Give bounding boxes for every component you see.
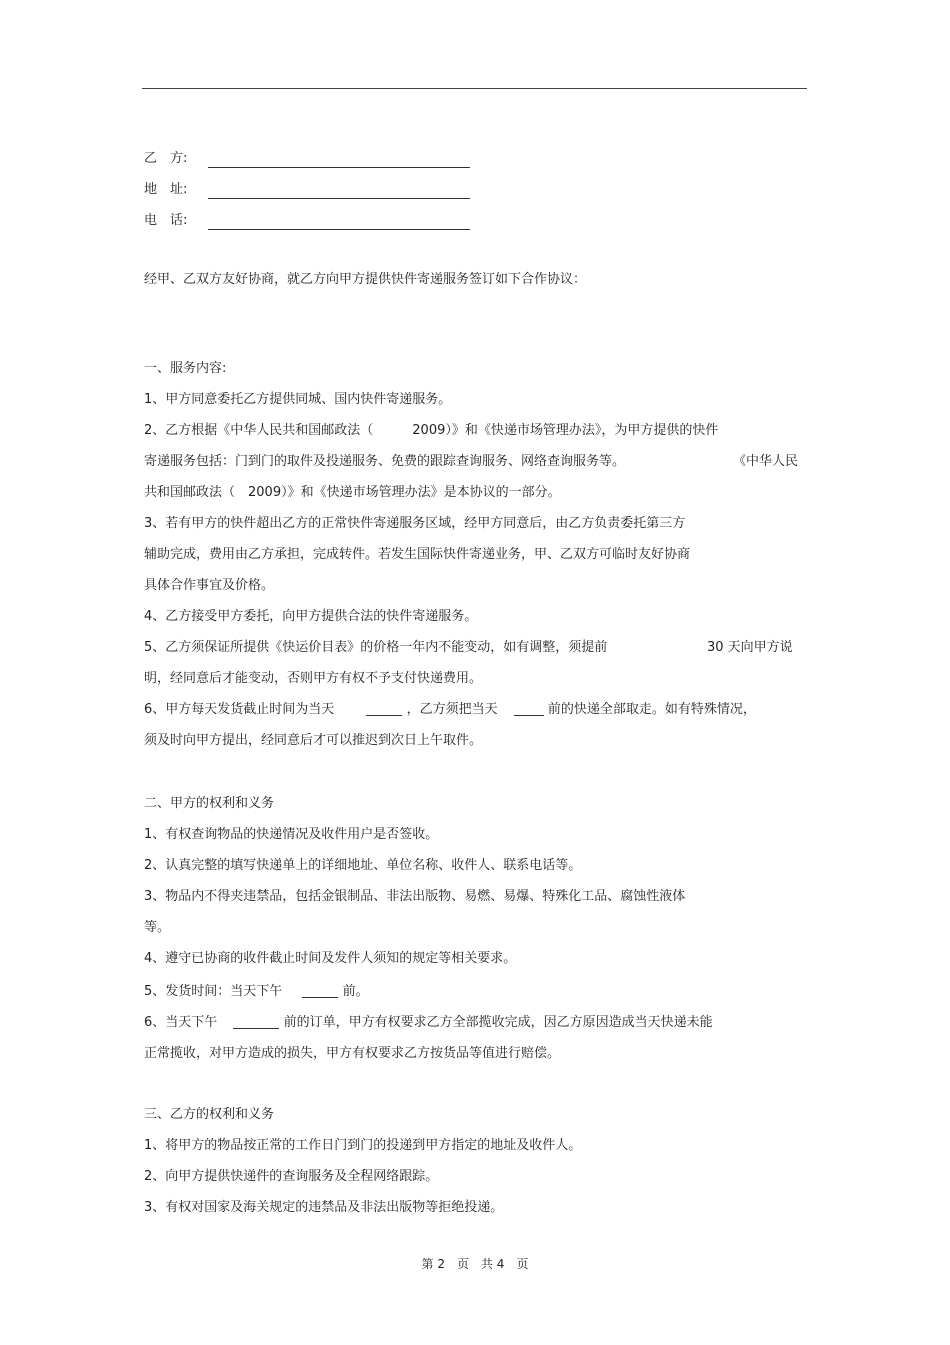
party-b-row <box>144 150 206 168</box>
address-label: 地 址: <box>144 182 188 197</box>
section1-line: 1、甲方同意委托乙方提供同城、国内快件寄递服务。 <box>144 392 452 407</box>
address-blank[interactable] <box>208 198 470 199</box>
section2-line: 2、认真完整的填写快递单上的详细地址、单位名称、收件人、联系电话等。 <box>144 858 582 873</box>
section2-line <box>144 983 369 1001</box>
section2-text: 前的订单，甲方有权要求乙方全部揽收完成，因乙方原因造成当天快递未能 <box>283 1015 713 1030</box>
section1-line: 共和国邮政法（ 2009）》和《快递市场管理办法》是本协议的一部分。 <box>144 485 561 500</box>
section2-text: 5、发货时间：当天下午 <box>144 984 283 999</box>
header-rule <box>142 88 807 89</box>
section2-line: 1、有权查询物品的快递情况及收件用户是否签收。 <box>144 827 439 842</box>
section3-heading: 三、乙方的权利和义务 <box>144 1107 275 1122</box>
phone-label: 电 话: <box>144 213 188 228</box>
section1-text: 前的快递全部取走。如有特殊情况， <box>547 702 756 717</box>
section1-line: 辅助完成，费用由乙方承担，完成转件。若发生国际快件寄递业务，甲、乙双方可临时友好协商 <box>144 547 691 562</box>
section1-text: 6、甲方每天发货截止时间为当天 <box>144 702 335 717</box>
section1-text: 寄递服务包括：门到门的取件及投递服务、免费的跟踪查询服务、网络查询服务等。 <box>144 454 626 469</box>
section1-text: 5、乙方须保证所提供《快运价目表》的价格一年内不能变动，如有调整，须提前 <box>144 640 608 655</box>
party-b-blank[interactable] <box>208 167 470 168</box>
section2-line: 3、物品内不得夹违禁品，包括金银制品、非法出版物、易燃、易爆、特殊化工品、腐蚀性液体 <box>144 889 686 904</box>
section1-line: 4、乙方接受甲方委托，向甲方提供合法的快件寄递服务。 <box>144 609 478 624</box>
section1-line: 具体合作事宜及价格。 <box>144 578 275 593</box>
section1-line: 3、若有甲方的快件超出乙方的正常快件寄递服务区域，经甲方同意后，由乙方负责委托第三方 <box>144 516 686 531</box>
section1-line <box>144 453 799 471</box>
cutoff-time-blank[interactable] <box>366 701 402 716</box>
order-time-blank[interactable] <box>233 1014 279 1029</box>
section1-line: 明，经同意后才能变动，否则甲方有权不予支付快递费用。 <box>144 671 483 686</box>
section2-line: 等。 <box>144 920 171 935</box>
section2-text: 6、当天下午 <box>144 1015 218 1030</box>
section1-text: ，乙方须把当天 <box>406 702 498 717</box>
section1-text: 《中华人民 <box>733 454 799 469</box>
section2-line: 正常揽收，对甲方造成的损失，甲方有权要求乙方按货品等值进行赔偿。 <box>144 1046 561 1061</box>
section2-text: 前。 <box>342 984 369 999</box>
address-row <box>144 181 206 199</box>
section2-heading: 二、甲方的权利和义务 <box>144 796 275 811</box>
section3-line: 1、将甲方的物品按正常的工作日门到门的投递到甲方指定的地址及收件人。 <box>144 1138 582 1153</box>
section1-line <box>144 639 793 657</box>
section2-line <box>144 1014 713 1032</box>
section1-line <box>144 701 756 719</box>
section3-line: 3、有权对国家及海关规定的违禁品及非法出版物等拒绝投递。 <box>144 1200 504 1215</box>
section1-line: 2、乙方根据《中华人民共和国邮政法（ 2009）》和《快递市场管理办法》，为甲方提供的快件 <box>144 423 719 438</box>
party-b-label: 乙 方: <box>144 151 188 166</box>
section1-text: 30 天向甲方说 <box>707 640 793 655</box>
phone-row <box>144 212 206 230</box>
section2-line: 4、遵守已协商的收件截止时间及发件人须知的规定等相关要求。 <box>144 951 517 966</box>
phone-blank[interactable] <box>208 229 470 230</box>
pickup-time-blank[interactable] <box>514 701 544 716</box>
intro-paragraph: 经甲、乙双方友好协商，就乙方向甲方提供快件寄递服务签订如下合作协议： <box>144 272 587 287</box>
section3-line: 2、向甲方提供快递件的查询服务及全程网络跟踪。 <box>144 1169 439 1184</box>
page-number-footer: 第 2 页 共 4 页 <box>421 1257 529 1271</box>
section1-line: 须及时向甲方提出，经同意后才可以推迟到次日上午取件。 <box>144 733 483 748</box>
section1-heading: 一、服务内容: <box>144 361 227 376</box>
ship-time-blank[interactable] <box>302 983 338 998</box>
